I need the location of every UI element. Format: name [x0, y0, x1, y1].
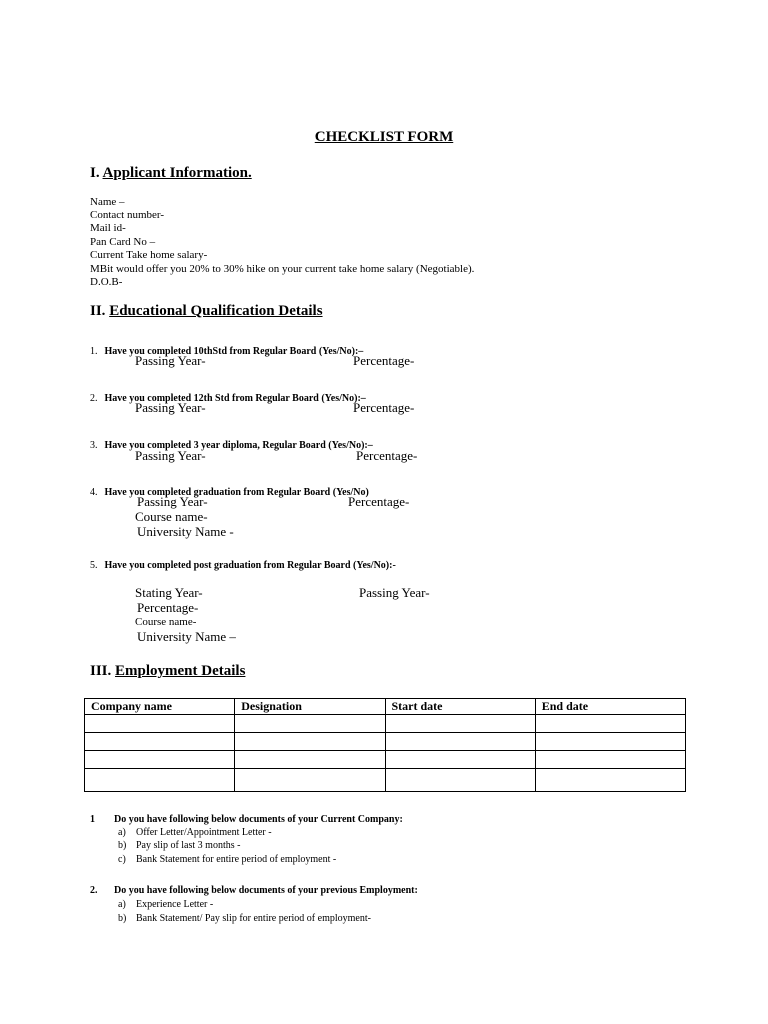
- education-question-2: [90, 388, 366, 406]
- section-title: Employment Details: [115, 663, 246, 679]
- document-item-letter: a): [118, 899, 126, 910]
- education-question-4: [90, 482, 369, 500]
- column-header-company: Company name: [85, 699, 235, 715]
- field-dob: D.O.B-: [90, 276, 123, 288]
- question-text: Have you completed 10thStd from Regular Board (Yes/No):–: [104, 346, 364, 357]
- table-cell[interactable]: [235, 751, 385, 769]
- percentage-label: Percentage-: [353, 400, 415, 415]
- course-name-label: Course name-: [135, 509, 208, 524]
- section-number: II.: [90, 303, 106, 319]
- question-number: 5.: [90, 560, 98, 571]
- table-cell[interactable]: [235, 733, 385, 751]
- passing-year-label: Passing Year-: [359, 585, 430, 600]
- section-education-heading: [90, 303, 323, 320]
- document-item-letter: b): [118, 913, 127, 924]
- table-cell[interactable]: [385, 751, 535, 769]
- table-cell[interactable]: [535, 715, 685, 733]
- table-cell[interactable]: [385, 733, 535, 751]
- section-number: III.: [90, 663, 112, 679]
- column-header-designation: Designation: [235, 699, 385, 715]
- starting-year-label: Stating Year-: [135, 585, 203, 600]
- education-question-3: [90, 435, 373, 453]
- question-text: Have you completed 3 year diploma, Regular Board (Yes/No):–: [104, 440, 373, 451]
- table-row: [85, 751, 686, 769]
- column-header-end-date: End date: [535, 699, 685, 715]
- table-row: [85, 733, 686, 751]
- percentage-label: Percentage-: [356, 448, 418, 463]
- section-employment-heading: [90, 663, 245, 680]
- table-cell[interactable]: [235, 769, 385, 792]
- document-item: Experience Letter -: [136, 899, 214, 910]
- table-cell[interactable]: [85, 715, 235, 733]
- document-item: Bank Statement for entire period of employment -: [136, 854, 337, 865]
- document-item: Bank Statement/ Pay slip for entire period of employment-: [136, 913, 371, 924]
- table-cell[interactable]: [535, 751, 685, 769]
- question-number: 4.: [90, 487, 98, 498]
- salary-hike-note: MBit would offer you 20% to 30% hike on your current take home salary (Negotiable).: [90, 263, 475, 275]
- question-number: 3.: [90, 440, 98, 451]
- table-header-row: [85, 699, 686, 715]
- education-question-5: [90, 555, 396, 573]
- field-current-salary: Current Take home salary-: [90, 249, 208, 261]
- question-text: Have you completed graduation from Regular Board (Yes/No): [104, 487, 369, 498]
- table-cell[interactable]: [85, 751, 235, 769]
- passing-year-label: Passing Year-: [135, 400, 206, 415]
- field-name: Name –: [90, 196, 125, 208]
- university-name-label: University Name -: [137, 524, 234, 539]
- question-number: 2.: [90, 393, 98, 404]
- university-name-label: University Name –: [137, 629, 236, 644]
- table-row: [85, 769, 686, 792]
- table-row: [85, 715, 686, 733]
- education-question-1: [90, 341, 363, 359]
- passing-year-label: Passing Year-: [137, 494, 208, 509]
- document-item-letter: a): [118, 827, 126, 838]
- documents-question-number: 2.: [90, 885, 98, 896]
- table-cell[interactable]: [535, 769, 685, 792]
- documents-question: Do you have following below documents of your Current Company:: [114, 814, 403, 825]
- section-title: Applicant Information.: [102, 165, 252, 181]
- documents-question-number: 1: [90, 814, 95, 825]
- table-cell[interactable]: [235, 715, 385, 733]
- employment-table: [84, 698, 686, 792]
- question-text: Have you completed 12th Std from Regular Board (Yes/No):–: [104, 393, 366, 404]
- section-number: I.: [90, 165, 100, 181]
- table-cell[interactable]: [535, 733, 685, 751]
- column-header-start-date: Start date: [385, 699, 535, 715]
- percentage-label: Percentage-: [353, 353, 415, 368]
- document-item-letter: b): [118, 840, 127, 851]
- field-mail-id: Mail id-: [90, 222, 126, 234]
- table-cell[interactable]: [385, 715, 535, 733]
- table-cell[interactable]: [85, 733, 235, 751]
- percentage-label: Percentage-: [137, 600, 199, 615]
- documents-question: Do you have following below documents of your previous Employment:: [114, 885, 418, 896]
- passing-year-label: Passing Year-: [135, 353, 206, 368]
- question-number: 1.: [90, 346, 98, 357]
- document-item: Pay slip of last 3 months -: [136, 840, 241, 851]
- form-title: CHECKLIST FORM: [314, 129, 454, 145]
- passing-year-label: Passing Year-: [135, 448, 206, 463]
- field-contact-number: Contact number-: [90, 209, 165, 221]
- document-item: Offer Letter/Appointment Letter -: [136, 827, 272, 838]
- table-cell[interactable]: [85, 769, 235, 792]
- field-pan-card: Pan Card No –: [90, 236, 156, 248]
- percentage-label: Percentage-: [348, 494, 410, 509]
- question-text: Have you completed post graduation from Regular Board (Yes/No):-: [104, 560, 396, 571]
- table-cell[interactable]: [385, 769, 535, 792]
- document-item-letter: c): [118, 854, 126, 865]
- section-title: Educational Qualification Details: [109, 303, 323, 319]
- section-applicant-heading: [90, 165, 252, 182]
- course-name-label: Course name-: [135, 616, 197, 628]
